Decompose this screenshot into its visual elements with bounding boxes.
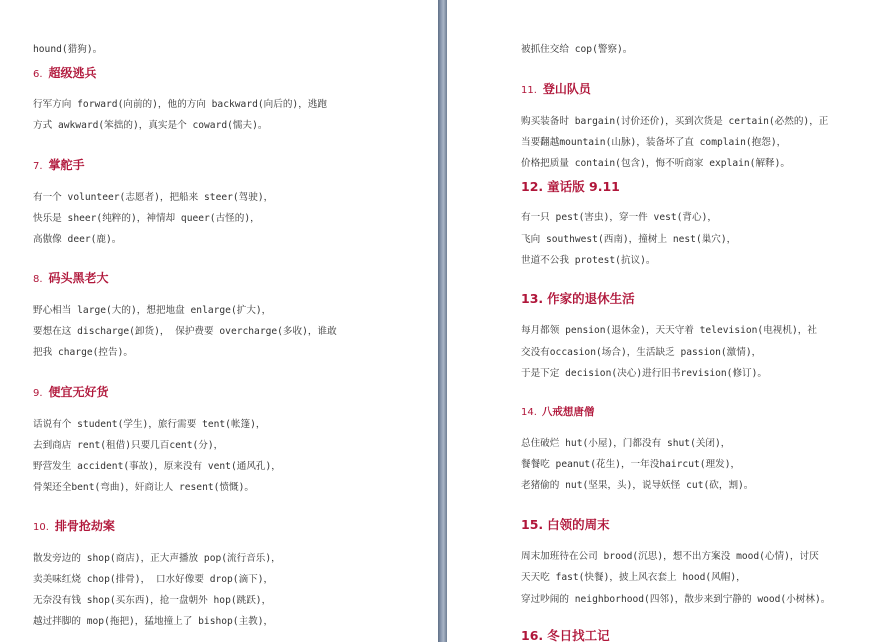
section-number: 12.: [521, 179, 544, 194]
text-line: 无奈没有钱 shop(买东西)，抢一盘朝外 hop(跳跃)，: [33, 595, 272, 606]
left-page: [0, 0, 438, 642]
right-page: [447, 0, 893, 642]
text-line: 有一个 volunteer(志愿者)，把船来 steer(驾驶)，: [33, 192, 274, 203]
text-line: 去到商店 rent(租借)只要几百cent(分)，: [33, 440, 224, 451]
section-number: 8.: [33, 274, 43, 285]
text-line: 散发旁边的 shop(商店)，正大声播放 pop(流行音乐)，: [33, 553, 281, 564]
text-line: 每月都领 pension(退休金)，天天守着 television(电视机)，社: [521, 325, 817, 336]
section-heading: [33, 66, 97, 82]
section-heading: [33, 519, 115, 535]
section-title: 排骨抢劫案: [54, 519, 115, 533]
section-heading: [521, 629, 610, 642]
text-line: 周末加班待在公司 brood(沉思)，想不出方案没 mood(心情)，讨厌: [521, 551, 819, 562]
text-line: 把我 charge(控告)。: [33, 347, 133, 358]
text-line: 于是下定 decision(决心)进行旧书revision(修订)。: [521, 368, 768, 379]
text-line: 骨架还全bent(弯曲)，奸商让人 resent(愤慨)。: [33, 482, 254, 493]
text-line: 方式 awkward(笨拙的)，真实是个 coward(懦夫)。: [33, 120, 268, 131]
section-heading: [33, 271, 109, 287]
text-line: 天天吃 fast(快餐)，披上风衣套上 hood(风帽)，: [521, 572, 746, 583]
section-heading: [33, 158, 85, 174]
text-line: 穿过吵闹的 neighborhood(四邻)，散步来到宁静的 wood(小树林)。: [521, 594, 831, 605]
text-line: 飞向 southwest(西南)，撞树上 nest(巢穴)，: [521, 234, 737, 245]
text-line: 快乐是 sheer(纯粹的)，神情却 queer(古怪的)，: [33, 213, 260, 224]
text-line: 老猪偷的 nut(坚果，头)，说导妖怪 cut(砍，割)。: [521, 480, 754, 491]
section-number: 10.: [33, 522, 49, 533]
section-heading: [521, 292, 635, 306]
section-title: 八戒想唐僧: [541, 406, 595, 418]
text-line: 高傲像 deer(鹿)。: [33, 234, 122, 245]
text-line: 价格把质量 contain(包含)，悔不听商家 explain(解释)。: [521, 158, 791, 169]
text-line: 餐餐吃 peanut(花生)，一年没haircut(理发)，: [521, 459, 741, 470]
section-number: 6.: [33, 69, 43, 80]
section-title: 童话版 9.11: [547, 179, 620, 194]
page-gap-divider: [438, 0, 447, 642]
text-line: hound(猎狗)。: [33, 44, 103, 55]
section-number: 11.: [521, 85, 537, 96]
section-heading: [521, 518, 610, 532]
section-title: 白领的周末: [547, 517, 610, 532]
text-line: 交没有occasion(场合)，生活缺乏 passion(激情)，: [521, 347, 762, 358]
text-line: 世道不公我 protest(抗议)。: [521, 255, 656, 266]
section-heading: [33, 385, 109, 401]
section-number: 14.: [521, 407, 537, 418]
text-line: 越过拌脚的 mop(拖把)，猛地撞上了 bishop(主教)，: [33, 616, 274, 627]
text-line: 总住破烂 hut(小屋)，门都没有 shut(关闭)，: [521, 438, 731, 449]
section-number: 13.: [521, 291, 544, 306]
text-line: 野心相当 large(大的)，想把地盘 enlarge(扩大)，: [33, 305, 272, 316]
section-number: 9.: [33, 388, 43, 399]
text-line: 购买装备时 bargain(讨价还价)，买到次货是 certain(必然的)，正: [521, 116, 829, 127]
section-title: 掌舵手: [48, 158, 85, 172]
section-title: 码头黑老大: [48, 271, 109, 285]
section-title: 冬日找工记: [547, 628, 610, 642]
text-line: 话说有个 student(学生)，旅行需要 tent(帐篷)，: [33, 419, 266, 430]
section-heading: [521, 82, 591, 98]
section-number: 7.: [33, 161, 43, 172]
section-title: 作家的退休生活: [547, 291, 635, 306]
text-line: 行军方向 forward(向前的)，他的方向 backward(向后的)，逃跑: [33, 99, 327, 110]
section-title: 登山队员: [542, 82, 591, 96]
section-title: 超级逃兵: [48, 66, 97, 80]
text-line: 卖美味红烧 chop(排骨)， 口水好像要 drop(滴下)，: [33, 574, 274, 585]
text-line: 有一只 pest(害虫)，穿一件 vest(背心)，: [521, 212, 717, 223]
text-line: 要想在这 discharge(卸货)， 保护费要 overcharge(多收)，谁敢: [33, 326, 337, 337]
text-line: 当要翻越mountain(山脉)，装备坏了直 complain(抱怨)，: [521, 137, 787, 148]
text-line: 被抓住交给 cop(警察)。: [521, 44, 633, 55]
section-heading: [521, 405, 594, 420]
section-number: 15.: [521, 517, 544, 532]
section-title: 便宜无好货: [48, 385, 109, 399]
text-line: 野营发生 accident(事故)，原来没有 vent(通风孔)，: [33, 461, 281, 472]
section-number: 16.: [521, 628, 544, 642]
section-heading: [521, 180, 620, 194]
